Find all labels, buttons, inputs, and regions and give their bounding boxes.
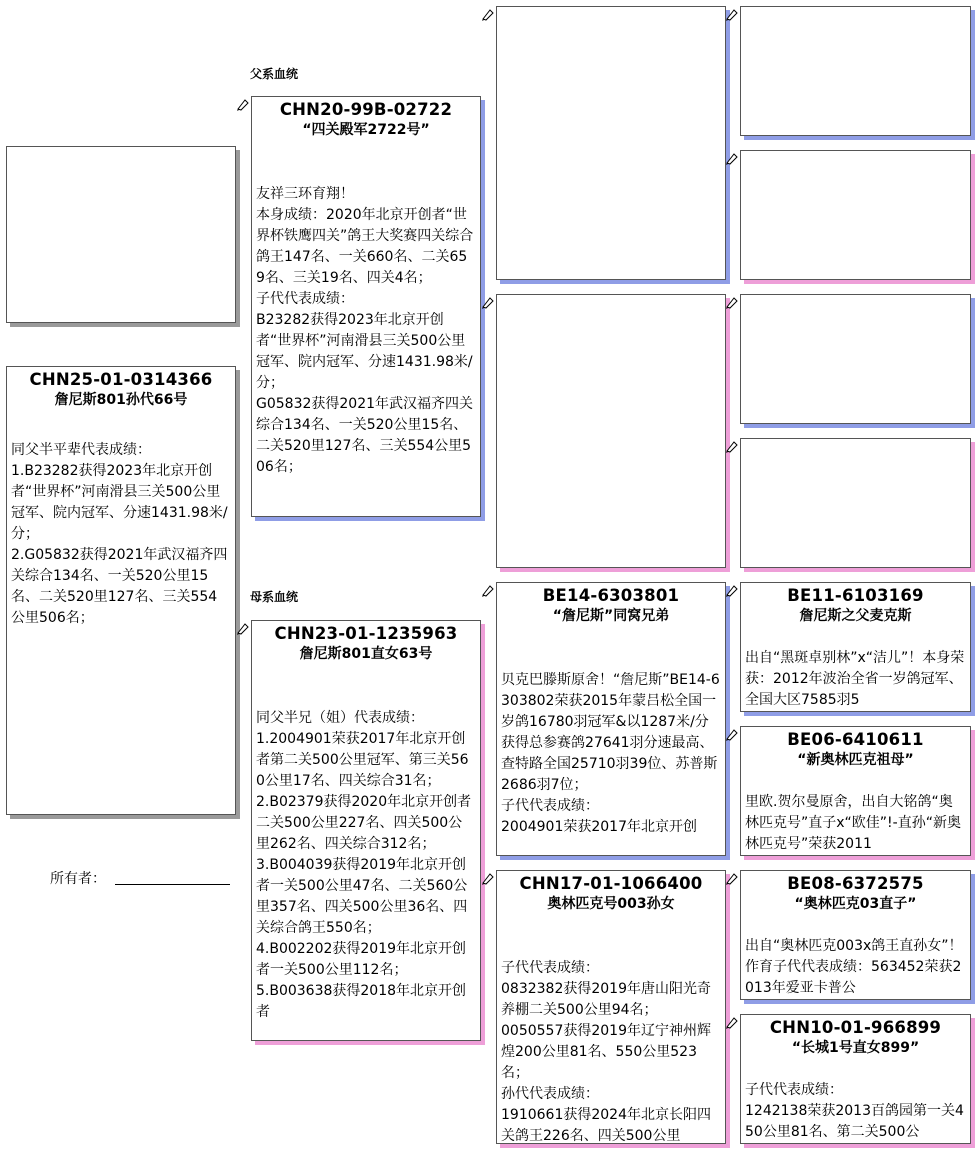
edit-pen-icon[interactable]	[725, 440, 739, 454]
dam-sire-dam-card[interactable]	[740, 726, 971, 856]
ddd-name: “长城1号直女899”	[791, 1040, 920, 1056]
dam-card[interactable]	[251, 620, 481, 1041]
dsd-ring: BE06-6410611	[787, 730, 924, 749]
dam-name: 詹尼斯801直女63号	[299, 646, 433, 662]
dam-dam-card[interactable]	[496, 870, 726, 1144]
sire-dam-sire-card[interactable]	[740, 294, 971, 424]
sire-ring: CHN20-99B-02722	[279, 100, 453, 119]
edit-pen-icon[interactable]	[481, 584, 495, 598]
dds-ring: BE08-6372575	[787, 874, 924, 893]
dss-ring: BE11-6103169	[787, 586, 924, 605]
edit-pen-icon[interactable]	[481, 8, 495, 22]
dam-dam-text: 子代代表成绩： 0832382获得2019年唐山阳光奇养棚二关500公里94名； 0050557获得2019年辽宁神州辉煌200公里81名、550公里523名； 孙代代表成绩： 1910661获得2024年北京长阳四关鸽王226名、四关500公里	[501, 960, 711, 1144]
edit-pen-icon[interactable]	[725, 8, 739, 22]
sire-sire-sire-card[interactable]	[740, 6, 971, 136]
subject-ring: CHN25-01-0314366	[29, 370, 213, 389]
sire-text: 友祥三环育翔！ 本身成绩：2020年北京开创者“世界杯铁鹰四关”鸽王大奖赛四关综合鸽王147名、一关660名、二关659名、三关19名、四关4名； 子代代表成绩： B23282获得2023年北京开创者“世界杯”河南滑县三关500公里冠军、院内冠军、分速1431.98米/分； G05832获得2021年武汉福齐四关综合134名、一关520公里15名、二关520里127名、三关554公里506名；	[256, 186, 474, 475]
dam-ring: CHN23-01-1235963	[274, 624, 458, 643]
sire-card[interactable]	[251, 96, 481, 517]
edit-pen-icon[interactable]	[725, 1016, 739, 1030]
edit-pen-icon[interactable]	[725, 152, 739, 166]
dam-dam-ring: CHN17-01-1066400	[519, 874, 703, 893]
subject-photo	[6, 146, 236, 323]
edit-pen-icon[interactable]	[481, 296, 495, 310]
dam-dam-name: 奥林匹克号003孙女	[547, 896, 675, 912]
dds-text: 出自“奥林匹克003x鸽王直孙女”！作育子代代表成绩：563452荣获2013年爱亚卡普公	[745, 938, 963, 996]
edit-pen-icon[interactable]	[725, 584, 739, 598]
dam-sire-card[interactable]	[496, 582, 726, 856]
dam-sire-ring: BE14-6303801	[542, 586, 680, 605]
edit-pen-icon[interactable]	[725, 872, 739, 886]
subject-text: 同父半平辈代表成绩： 1.B23282获得2023年北京开创者“世界杯”河南滑县三关500公里冠军、院内冠军、分速1431.98米/分； 2.G05832获得2021年武汉福齐四关综合134名、一关520公里15名、二关520里127名、三关554公里506名；	[11, 442, 228, 626]
maternal-label: 母系血统	[250, 590, 299, 604]
sire-sire-dam-card[interactable]	[740, 150, 971, 280]
owner-field[interactable]	[115, 884, 230, 885]
dam-sire-sire-card[interactable]	[740, 582, 971, 712]
edit-pen-icon[interactable]	[725, 296, 739, 310]
edit-pen-icon[interactable]	[481, 872, 495, 886]
dsd-name: “新奥林匹克祖母”	[797, 752, 914, 768]
owner-label: 所有者：	[50, 871, 106, 887]
dam-text: 同父半兄（姐）代表成绩： 1.2004901荣获2017年北京开创者第二关500公里冠军、第三关560公里17名、四关综合31名； 2.B02379获得2020年北京开创者二关500公里227名、四关500公里262名、四关综合312名； 3.B004039获得2019年北京开创者一关500公里47名、二关560公里357名、四关500公里36名、四关综合鸽王550名； 4.B002202获得2019年北京开创者一关500公里112名； 5.B003638获得2018年北京开创者	[256, 710, 472, 1020]
ddd-text: 子代代表成绩： 1242138荣获2013百鸽园第一关450公里81名、第二关500公	[745, 1082, 964, 1140]
ddd-ring: CHN10-01-966899	[769, 1018, 942, 1037]
dsd-text: 里欧.贺尔曼原舍，出自大铭鸽“奥林匹克号”直子x“欧佳”!-直孙“新奥林匹克号”荣获2011	[745, 794, 961, 852]
dam-dam-sire-card[interactable]	[740, 870, 971, 1000]
subject-card[interactable]	[6, 366, 236, 815]
dds-name: “奥林匹克03直子”	[794, 896, 917, 912]
sire-dam-card[interactable]	[496, 294, 726, 568]
sire-sire-card[interactable]	[496, 6, 726, 280]
dss-text: 出自“黑斑卓别林”x“洁儿”！本身荣获：2012年波治全省一岁鸽冠军、全国大区7585羽5	[745, 650, 965, 708]
sire-name: “四关殿军2722号”	[302, 122, 430, 138]
sire-dam-dam-card[interactable]	[740, 438, 971, 568]
edit-pen-icon[interactable]	[236, 622, 250, 636]
edit-pen-icon[interactable]	[236, 98, 250, 112]
edit-pen-icon[interactable]	[725, 728, 739, 742]
dam-sire-text: 贝克巴滕斯原舍！“詹尼斯”BE14-6303802荣获2015年蒙吕松全国一岁鸽16780羽冠军&以1287米/分获得总参赛鸽27641羽分速最高、查特路全国25710羽39位、苏普斯2686羽7位； 子代代表成绩： 2004901荣获2017年北京开创	[501, 672, 720, 835]
dam-dam-dam-card[interactable]	[740, 1014, 971, 1144]
paternal-label: 父系血统	[250, 67, 299, 81]
dam-sire-name: “詹尼斯”同窝兄弟	[552, 608, 670, 624]
subject-name: 詹尼斯801孙代66号	[54, 392, 188, 408]
dss-name: 詹尼斯之父麦克斯	[799, 608, 912, 624]
